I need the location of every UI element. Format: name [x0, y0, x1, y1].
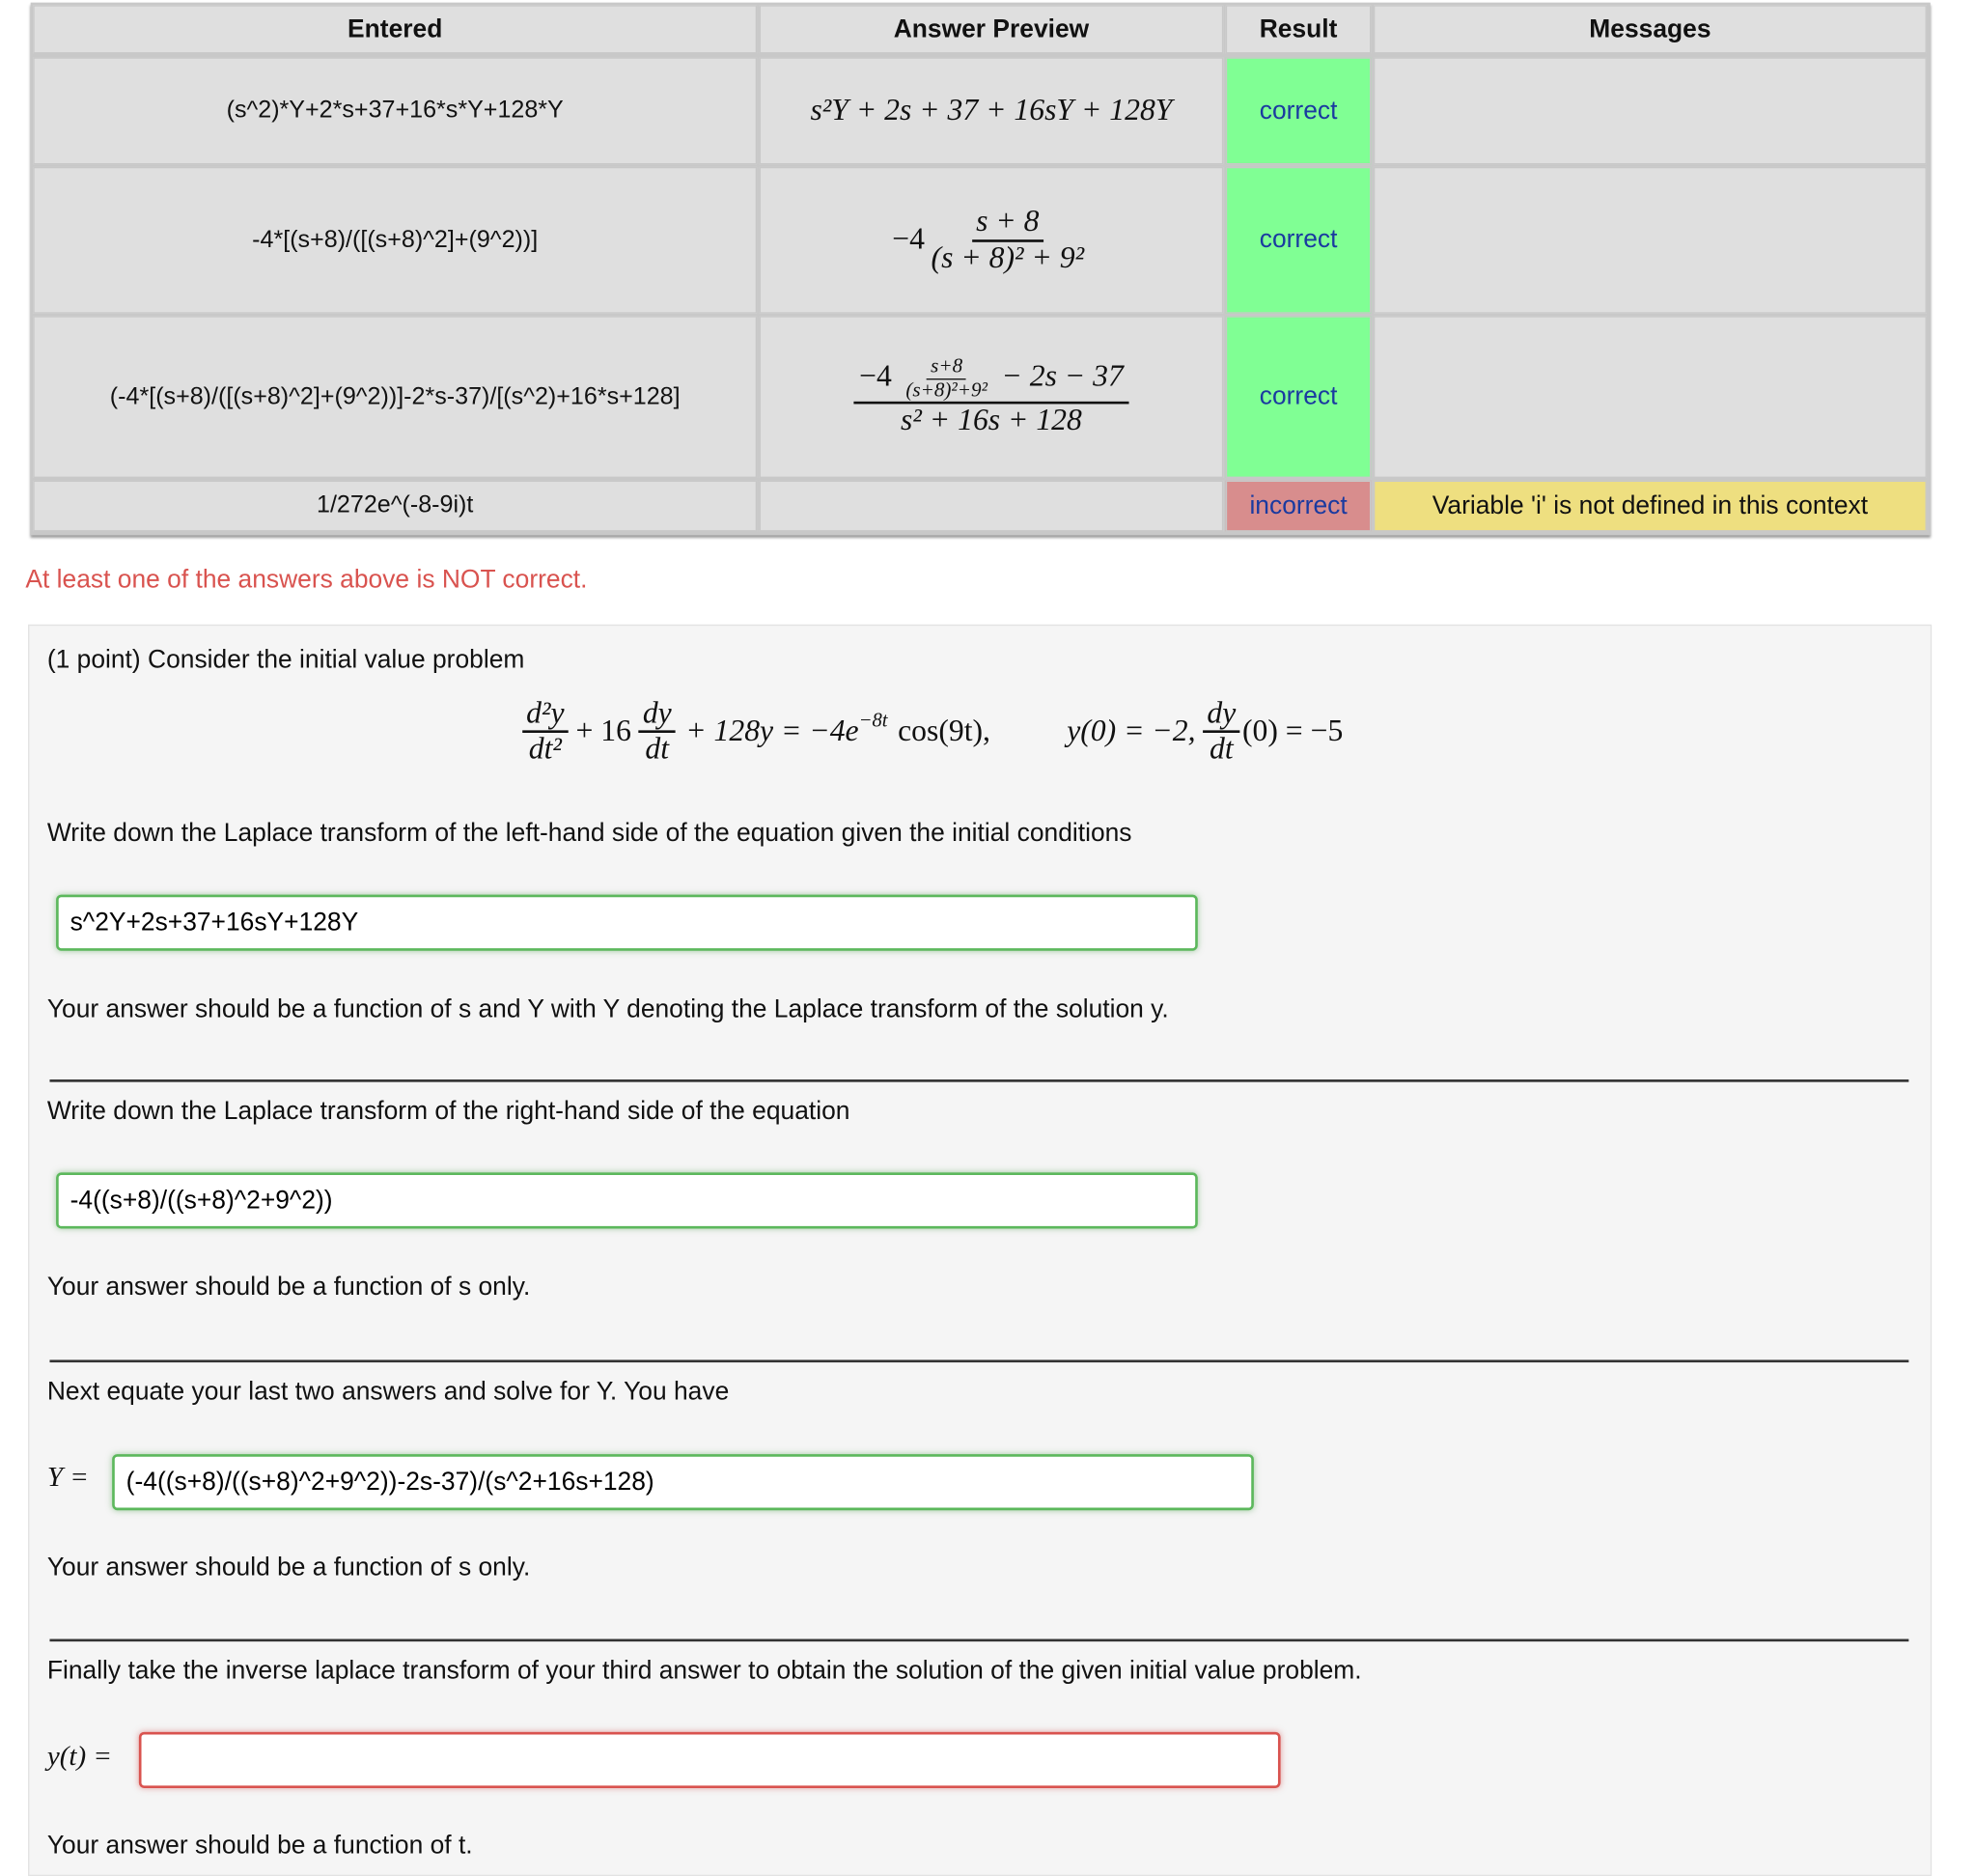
divider [49, 1359, 1908, 1362]
preview-denominator: s² + 16s + 128 [901, 404, 1082, 438]
preview-cell: s²Y + 2s + 37 + 16sY + 128Y [760, 57, 1223, 164]
preview-coef: −4 [892, 223, 925, 257]
eq-dt2: dt² [528, 733, 562, 767]
eq-exponent: −8t [858, 710, 888, 732]
eq-dt: dt [645, 733, 670, 767]
part4-prompt: Finally take the inverse laplace transform of your third answer to obtain the solution of the given initial value problem. [46, 1657, 1362, 1686]
result-badge: incorrect [1226, 481, 1371, 532]
preview-cell [760, 481, 1223, 532]
result-badge: correct [1226, 167, 1371, 314]
part2-hint: Your answer should be a function of s only. [46, 1273, 531, 1302]
header-entered: Entered [33, 5, 757, 53]
entered-cell: -4*[(s+8)/([(s+8)^2]+(9^2))] [33, 167, 757, 314]
result-badge: correct [1226, 316, 1371, 478]
preview-cell [760, 167, 1223, 314]
eq-ic1: y(0) = −2, [1067, 714, 1196, 748]
entered-cell: (-4*[(s+8)/([(s+8)^2]+(9^2))]-2*s-37)/[(s^2)+16*s+128] [33, 316, 757, 478]
part2-prompt: Write down the Laplace transform of the right-hand side of the equation [46, 1097, 850, 1126]
equation [520, 697, 1344, 767]
inner-numerator: s+8 [927, 356, 966, 380]
header-preview: Answer Preview [760, 5, 1223, 53]
preview-coef: −4 [859, 360, 892, 394]
entered-cell: 1/272e^(-8-9i)t [33, 481, 757, 532]
Y-label: Y = [46, 1460, 89, 1493]
lhs-answer-input[interactable] [56, 895, 1198, 951]
divider [49, 1639, 1908, 1642]
eq-d2y: d²y [522, 697, 568, 733]
part1-prompt: Write down the Laplace transform of the left-hand side of the equation given the initial conditions [46, 819, 1132, 848]
y-of-t-answer-input[interactable] [139, 1732, 1281, 1788]
header-result: Result [1226, 5, 1371, 53]
message-cell: Variable 'i' is not defined in this context [1374, 481, 1927, 532]
eq-ic2: (0) = −5 [1241, 714, 1344, 748]
part4-hint: Your answer should be a function of t. [46, 1831, 473, 1860]
preview-cell [760, 316, 1223, 478]
eq-dt: dt [1210, 733, 1234, 767]
inner-denominator: (s+8)²+9² [905, 379, 988, 402]
message-cell [1374, 167, 1927, 314]
result-badge: correct [1226, 57, 1371, 164]
preview-tail: − 2s − 37 [1001, 360, 1124, 394]
eq-dy: dy [639, 697, 676, 733]
part3-hint: Your answer should be a function of s only. [46, 1554, 531, 1582]
header-messages: Messages [1374, 5, 1927, 53]
problem-intro: (1 point) Consider the initial value problem [46, 646, 525, 675]
part1-hint: Your answer should be a function of s and Y with Y denoting the Laplace transform of the solution y. [46, 994, 1169, 1023]
part3-prompt: Next equate your last two answers and solve for Y. You have [46, 1377, 730, 1406]
Y-answer-input[interactable] [112, 1454, 1254, 1510]
message-cell [1374, 57, 1927, 164]
message-cell [1374, 316, 1927, 478]
eq-cos: cos(9t), [898, 714, 990, 748]
preview-denominator: (s + 8)² + 9² [931, 241, 1085, 275]
preview-numerator: s + 8 [972, 206, 1043, 241]
problem-panel [28, 625, 1932, 1876]
entered-cell: (s^2)*Y+2*s+37+16*s*Y+128*Y [33, 57, 757, 164]
rhs-answer-input[interactable] [56, 1172, 1198, 1228]
eq-term: + 16 [575, 714, 631, 748]
status-message: At least one of the answers above is NOT correct. [25, 566, 588, 595]
y-of-t-label: y(t) = [46, 1739, 112, 1772]
eq-rest: + 128y = −4e [685, 714, 859, 748]
results-table [31, 3, 1931, 536]
divider [49, 1079, 1908, 1082]
eq-dy: dy [1203, 697, 1239, 733]
